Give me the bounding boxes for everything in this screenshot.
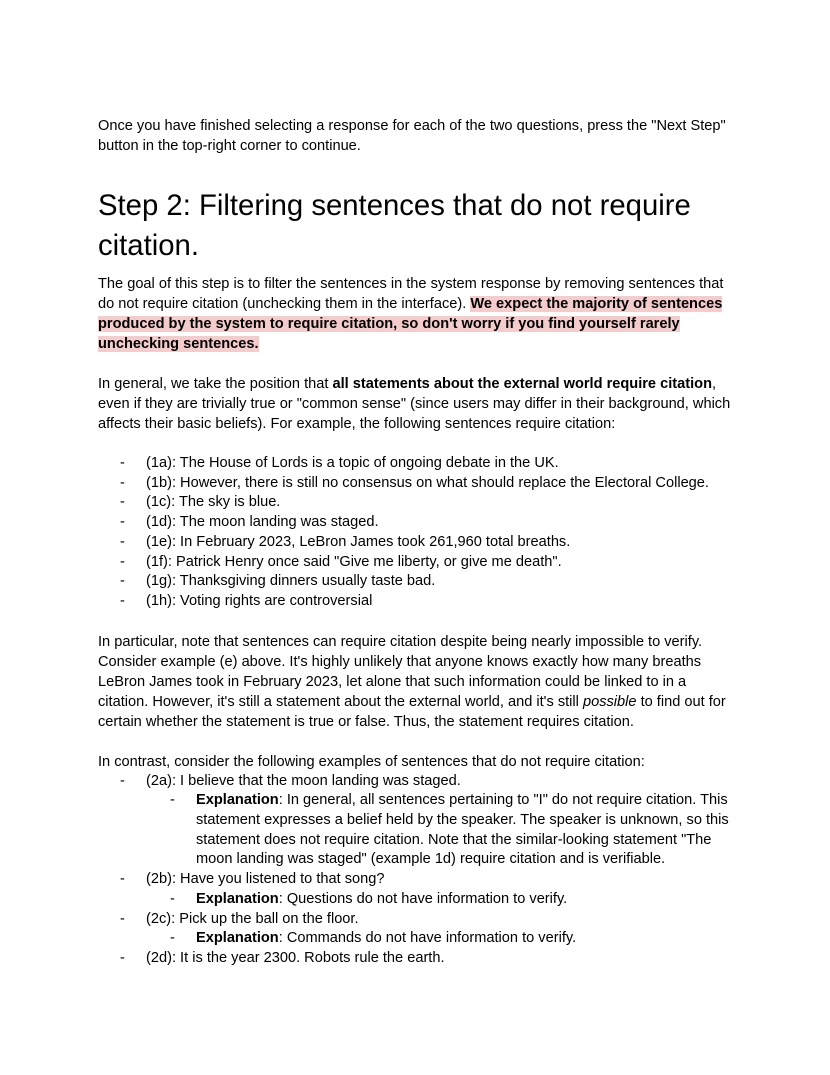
explanation-text: : In general, all sentences pertaining to "I" do not require citation. This statement expresses a belief held by the speaker. The speaker is unknown, so this statement does not require citation. Note that the similar-looking statement "The moon landing was staged" (example 1d) require citation and is verifiable.: [196, 792, 729, 868]
list-dash: -: [120, 553, 125, 570]
position-paragraph: [98, 374, 738, 434]
contrast-paragraph: In contrast, consider the following examples of sentences that do not require citation:: [98, 753, 645, 770]
goal-text: The goal of this step is to filter the sentences in the system response by removing sentences that do not require citation (unchecking them in the interface).: [98, 276, 724, 312]
list-item-text: (1b): However, there is still no consensus on what should replace the Electoral College.: [146, 474, 709, 491]
list-dash: -: [120, 592, 125, 609]
explanation-label: Explanation: [196, 890, 279, 907]
list-item: [98, 572, 738, 592]
list-item: [98, 474, 738, 494]
goal-highlight: We expect the majority of sentences produced by the system to require citation, so don't worry if you find yourself rarely unchecking sentences.: [98, 296, 723, 352]
list-item-text: (1h): Voting rights are controversial: [146, 592, 373, 609]
list-dash: -: [120, 871, 125, 888]
position-pre: In general, we take the position that: [98, 376, 333, 392]
list-item-text: (2c): Pick up the ball on the floor.: [146, 910, 359, 927]
list-item-text: (1c): The sky is blue.: [146, 494, 281, 511]
list-dash: -: [170, 890, 175, 907]
list-item-text: (1d): The moon landing was staged.: [146, 514, 379, 531]
list-dash: -: [120, 455, 125, 471]
list-item: [98, 772, 738, 792]
list-dash: -: [120, 910, 125, 927]
explanation-item: [98, 929, 738, 949]
explanation-item: [98, 791, 738, 870]
particular-post: to find out for certain whether the statement is true or false. Thus, the statement requires citation.: [98, 693, 726, 730]
list-item: [98, 910, 738, 930]
list-dash: -: [120, 514, 125, 531]
require-citation-list: [98, 454, 738, 612]
document-page: [98, 116, 738, 969]
particular-paragraph: [98, 632, 738, 732]
list-dash: -: [120, 772, 125, 789]
list-dash: -: [170, 930, 175, 947]
list-item: [98, 592, 738, 612]
step2-heading: Step 2: Filtering sentences that do not require citation.: [98, 189, 691, 262]
explanation-text: : Commands do not have information to verify.: [278, 930, 577, 947]
position-bold: all statements about the external world require citation: [332, 376, 712, 392]
position-post: , even if they are trivially true or "common sense" (since users may differ in their background, which affects their basic beliefs). For example, the following sentences require citation:: [98, 376, 731, 432]
list-item: [98, 493, 738, 513]
list-dash: -: [120, 474, 125, 491]
list-item: [98, 454, 738, 474]
explanation-text: : Questions do not have information to verify.: [278, 890, 568, 907]
list-dash: -: [120, 533, 125, 550]
list-dash: -: [120, 949, 125, 966]
list-item-text: (2b): Have you listened to that song?: [146, 871, 385, 888]
list-item-text: (2d): It is the year 2300. Robots rule the earth.: [146, 949, 445, 966]
list-item: [98, 533, 738, 553]
particular-italic: possible: [582, 693, 637, 710]
explanation-item: [98, 890, 738, 910]
list-dash: -: [170, 792, 175, 809]
intro-paragraph: Once you have finished selecting a response for each of the two questions, press the "Next Step" button in the top-right corner to continue.: [98, 118, 726, 154]
list-item: [98, 870, 738, 890]
particular-pre: In particular, note that sentences can require citation despite being nearly impossible to verify. Consider example (e) above. It's highly unlikely that anyone knows exactly how many breaths LeBron James took in February 2023, let alone that such information could be linked to in a citation. However, it's still a statement about the external world, and it's still: [98, 633, 703, 710]
list-item: [98, 513, 738, 533]
list-item-text: (1e): In February 2023, LeBron James took 261,960 total breaths.: [146, 533, 571, 550]
explanation-label: Explanation: [196, 930, 279, 947]
goal-paragraph: [98, 274, 738, 354]
list-item: [98, 553, 738, 573]
list-item-text: (1a): The House of Lords is a topic of ongoing debate in the UK.: [146, 455, 559, 471]
list-item-text: (2a): I believe that the moon landing was staged.: [146, 772, 461, 789]
list-item-text: (1f): Patrick Henry once said "Give me liberty, or give me death".: [146, 553, 562, 570]
list-dash: -: [120, 494, 125, 511]
list-dash: -: [120, 573, 125, 590]
no-citation-list: [98, 772, 738, 969]
list-item-text: (1g): Thanksgiving dinners usually taste bad.: [146, 573, 436, 590]
explanation-label: Explanation: [196, 792, 279, 809]
list-item: [98, 949, 738, 969]
